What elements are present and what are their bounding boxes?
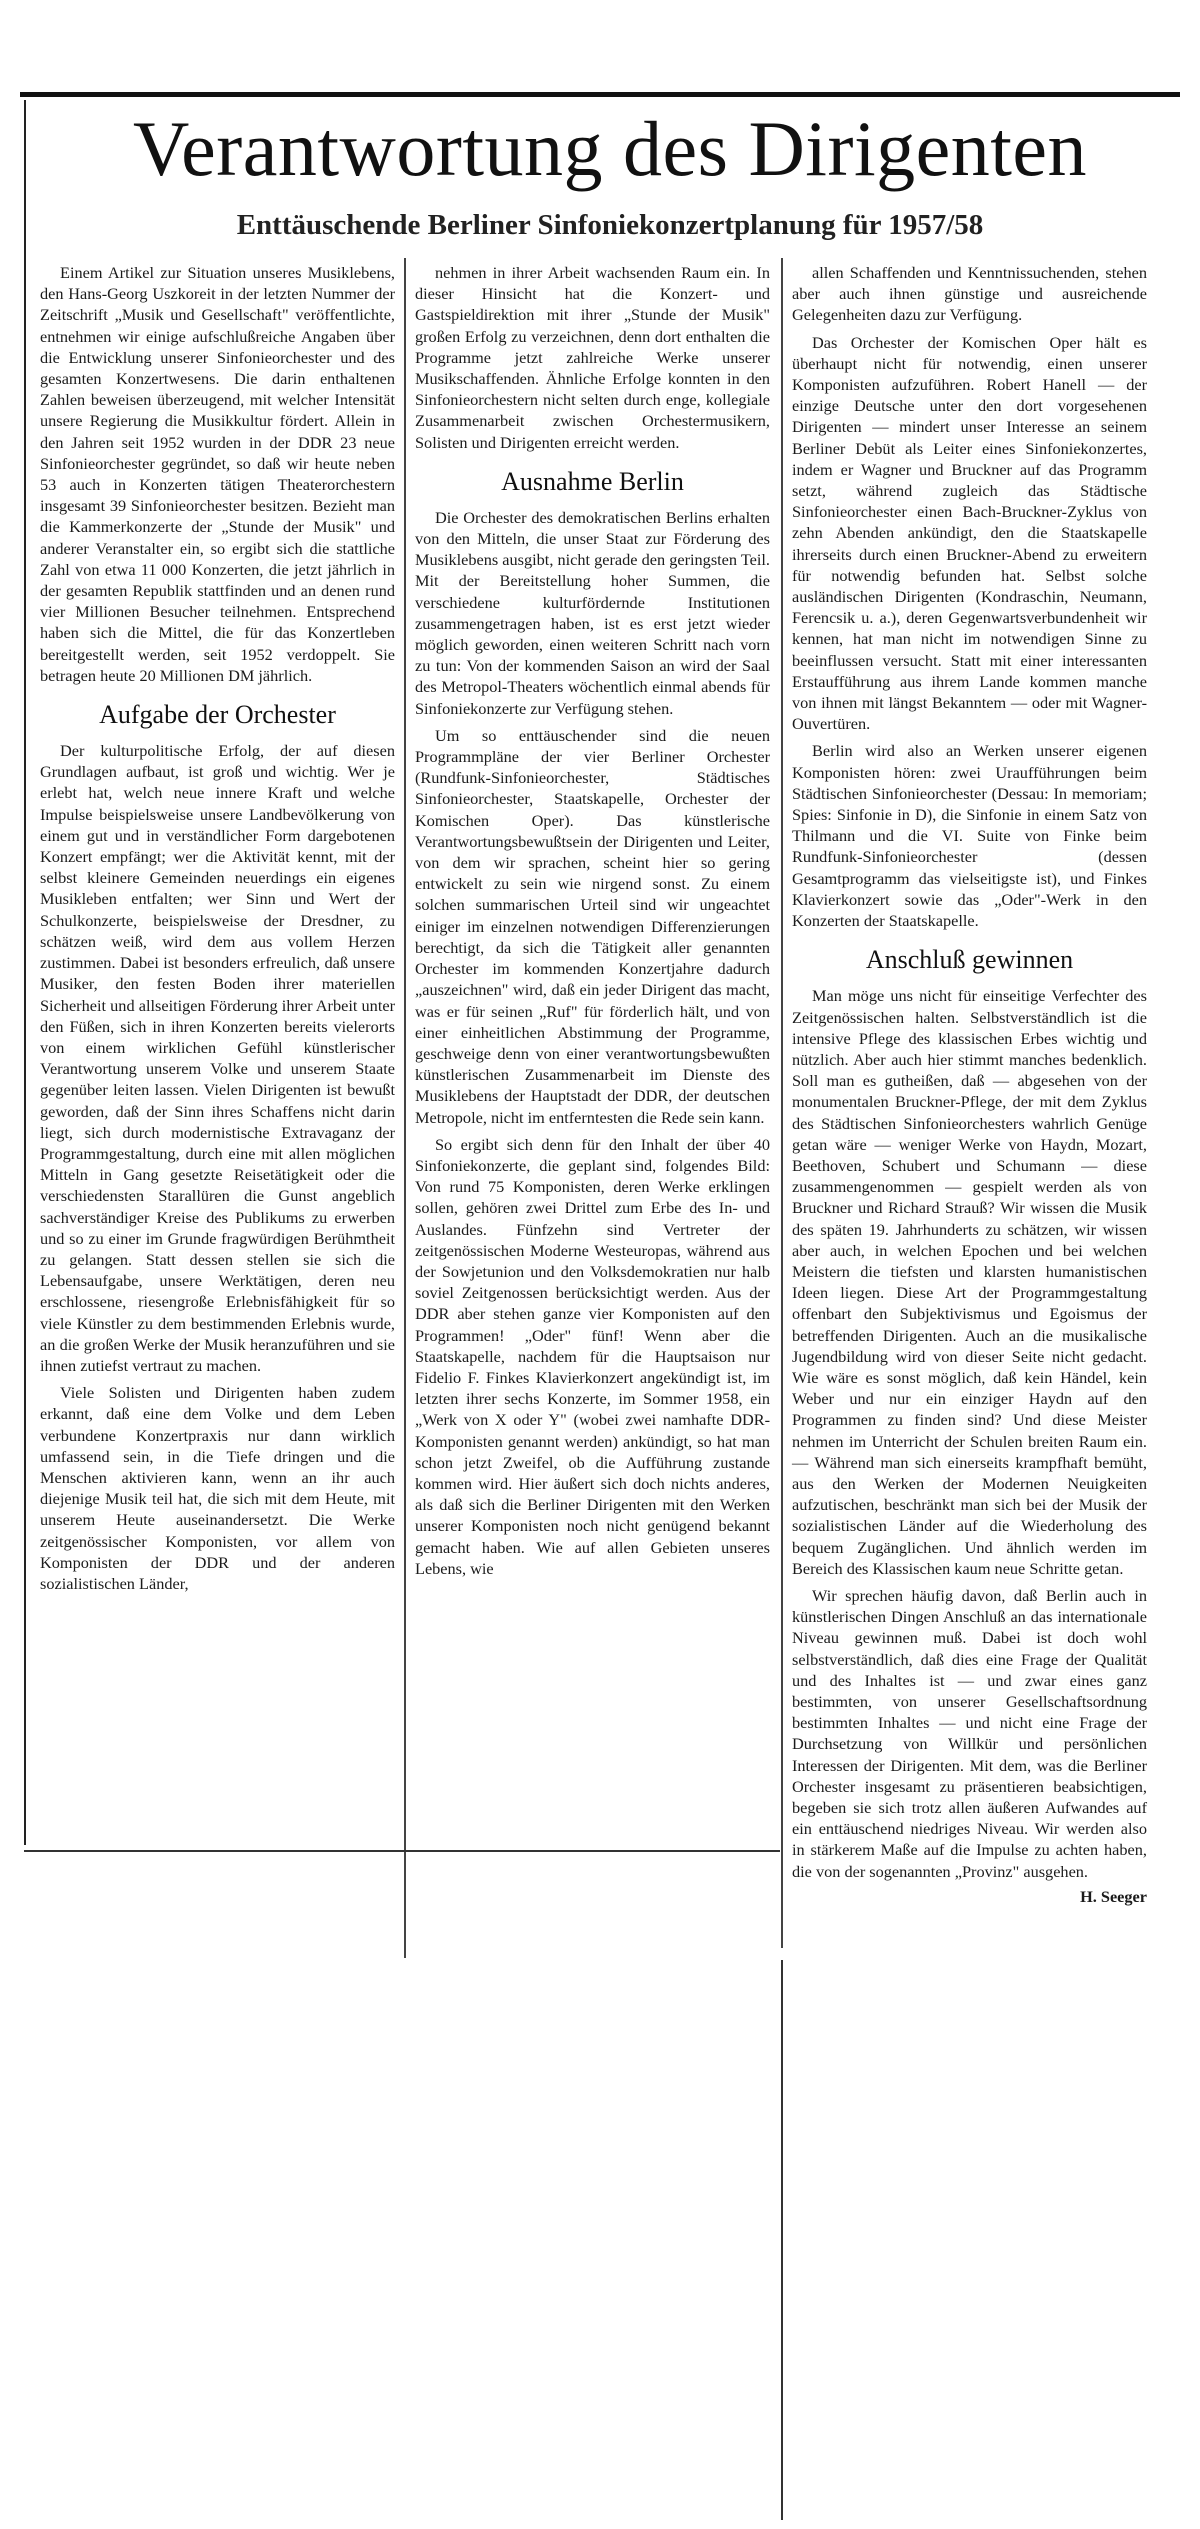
top-rule: [20, 92, 1180, 97]
section-heading: Anschluß gewinnen: [865, 945, 1074, 975]
headline: Verantwortung des Dirigenten: [132, 105, 1088, 192]
paragraph: So ergibt sich denn für den Inhalt der über 40 Sinfoniekonzerte, die geplant sind, folgendes Bild: Von rund 75 Komponisten, deren Werke erklingen sollen, gehören zwei Drittel zum Erbe des In- und Auslandes. Fünfzehn sind Vertreter der zeitgenössischen Moderne Westeuropas, während aus der Sowjetunion und den Volksdemokratien nur halb soviel Zeitgenossen berücksichtigt werden. Aus der DDR aber stehen ganze vier Komponisten auf den Programmen! „Oder" fünf! Wenn aber die Staatskapelle, nachdem für die Hauptsaison nur Fidelio F. Finkes Klavierkonzert angekündigt ist, im letzten ihrer sechs Konzerte, im Sommer 1958, ein „Werk von X oder Y" (wobei zwei namhafte DDR-Komponisten genannt werden) ankündigt, so hat man schon jetzt Zweifel, ob die Aufführung zustande kommen wird. Hier äußert sich doch nichts anderes, als daß sich die Berliner Dirigenten mit den Werken unserer Komponisten noch nicht genügend bekannt gemacht haben. Wie auf allen Gebieten unseres Lebens, wie: [415, 1134, 770, 1578]
paragraph: Wir sprechen häufig davon, daß Berlin auch in künstlerischen Dingen Anschluß an das internationale Niveau gewinnen muß. Dabei ist doch wohl selbstverständlich, daß dies eine Frage der Qualität und des Inhaltes ist — und zwar eines ganz bestimmten, von unserer Gesellschaftsordnung bestimmten Inhaltes — und nicht eine Frage der Durchsetzung von Willkür und persönlichen Interessen der Dirigenten. Mit dem, was die Berliner Orchester insgesamt zu präsentieren beabsichtigen, begeben sie sich trotz allen äußeren Aufwandes auf ein enttäuschend niedriges Niveau. Wir werden also in stärkerem Maße auf die Impulse zu achten haben, die von der sogenannten „Provinz" ausgehen.: [792, 1585, 1147, 1881]
paragraph: Die Orchester des demokratischen Berlins erhalten von den Mitteln, die unser Staat zur Förderung des Musiklebens ausgibt, nicht gerade den geringsten Teil. Mit der Bereitstellung hoher Summen, die verschiedene kulturfördernde Institutionen zusammengetragen haben, ist es erst jetzt wieder möglich geworden, einen weiteren Schritt nach vorn zu tun: Von der kommenden Saison an wird der Saal des Metropol-Theaters wöchentlich einmal abends für Sinfoniekonzerte zur Verfügung stehen.: [415, 507, 770, 718]
paragraph: Einem Artikel zur Situation unseres Musiklebens, den Hans-Georg Uszkoreit in der letzten Nummer der Zeitschrift „Musik und Gesellschaft" veröffentlichte, entnehmen wir einige aufschlußreiche Angaben über die Entwicklung unserer Sinfonieorchester und des gesamten Konzertwesens. Die darin enthaltenen Zahlen beweisen überzeugend, mit welcher Intensität unsere Regierung die Musikkultur fördert. Allein in den Jahren seit 1952 wurden in der DDR 23 neue Sinfonieorchester gegründet, so daß wir heute neben 53 auch in Konzerten tätigen Theaterorchestern insgesamt 39 Sinfonieorchester besitzen. Bezieht man die Kammerkonzerte der „Stunde der Musik" und anderer Veranstalter ein, so ergibt sich die stattliche Zahl von etwa 11 000 Konzerten, die jetzt jährlich in der gesamten Republik stattfinden und an denen rund vier Millionen Besucher teilnehmen. Entsprechend haben sich die Mittel, die für das Konzertleben bereitgestellt werden, seit 1952 verdoppelt. Sie betragen heute 20 Millionen DM jährlich.: [40, 263, 395, 685]
column-separator: [781, 258, 783, 1948]
paragraph: Berlin wird also an Werken unserer eigenen Komponisten hören: zwei Uraufführungen beim Städtischen Sinfonieorchester (Dessau: In memoriam; Spies: Sinfonie in D), die Sinfonie in einem Satz von Thilmann und die VI. Suite von Finke beim Rundfunk-Sinfonieorchester (dessen Gesamtprogramm das vielseitigste ist), und Finkes Klavierkonzert sowie das „Oder"-Werk in den Konzerten der Staatskapelle.: [792, 741, 1147, 931]
subheadline: Enttäuschende Berliner Sinfoniekonzertplanung für 1957/58: [236, 209, 984, 241]
author-line: [792, 1886, 1147, 1907]
left-border-rule: [24, 100, 26, 1845]
column-end-rule: [781, 1960, 783, 2520]
article-column-3: [792, 262, 1147, 1907]
paragraph: nehmen in ihrer Arbeit wachsenden Raum ein. In dieser Hinsicht hat die Konzert- und Gastspieldirektion mit ihrer „Stunde der Musik" großen Erfolg zu verzeichnen, denn dort enthalten die Programme jetzt zahlreiche Werke unserer Musikschaffenden. Ähnliche Erfolge konnten in den Sinfonieorchestern nicht selten durch enge, kollegiale Zusammenarbeit zwischen Orchestermusikern, Solisten und Dirigenten erreicht werden.: [415, 263, 770, 452]
paragraph: Das Orchester der Komischen Oper hält es überhaupt nicht für notwendig, einen unserer Komponisten aufzuführen. Robert Hanell — der einzige Deutsche unter den dort vorgesehenen Dirigenten — mindert unser Interesse an seinem Berliner Debüt als Leiter eines Sinfoniekonzertes, indem er Wagner und Bruckner auf das Programm setzt, während zugleich das Städtische Sinfonieorchester einen Bach-Bruckner-Zyklus von zehn Abenden ankündigt, den die Staatskapelle ihrerseits durch einen Bruckner-Abend zu erweitern für notwendig befunden hat. Selbst solche ausländischen Dirigenten (Kondraschin, Neumann, Ferencsik u. a.), deren Gegenwartsverbundenheit wir kennen, hat man nicht im notwendigen Sinne zu beeinflussen versucht. Statt mit einer interessanten Erstaufführung aus ihrem Lande kommen manche von ihnen mit längst Bekanntem — oder mit Wagner-Ouvertüren.: [792, 332, 1147, 734]
bottom-rule: [24, 1850, 780, 1852]
paragraph: Viele Solisten und Dirigenten haben zudem erkannt, daß eine dem Volke und dem Leben verbundene Konzertpraxis nur dann wirklich umfassend sein, in die Tiefe dringen und die Menschen aktivieren kann, wenn an ihr auch diejenige Musik teil hat, die sich mit dem Heute, mit unserem Heute auseinandersetzt. Die Werke zeitgenössischer Komponisten, vor allem von Komponisten der DDR und der anderen sozialistischen Länder,: [40, 1383, 395, 1593]
section-heading: Ausnahme Berlin: [501, 466, 684, 496]
article-column-1: [40, 262, 395, 1594]
paragraph: Man möge uns nicht für einseitige Verfechter des Zeitgenössischen halten. Selbstverständlich ist die intensive Pflege des klassischen Erbes wichtig und nützlich. Aber auch hier stimmt manches bedenklich. Soll man es gutheißen, daß — abgesehen von der monumentalen Bruckner-Pflege, der mit dem Zyklus des Städtischen Sinfonieorchesters wahrlich Genüge getan wäre — weniger Werke von Haydn, Mozart, Beethoven, Schubert und Schumann — diese zusammengenommen — gespielt werden als von Bruckner und Richard Strauß? Wir wissen die Musik des späten 19. Jahrhunderts zu schätzen, wir wissen aber auch, in welchen Epochen und bei welchen Meistern die tiefsten und klarsten humanistischen Ideen liegen. Diese Art der Programmgestaltung offenbart den Subjektivismus und Egoismus der betreffenden Dirigenten. Auch an die musikalische Jugendbildung wird von dieser Seite nicht gedacht. Wie wäre es sonst möglich, daß kein Händel, kein Weber und nur ein einziger Haydn auf den Programmen zu finden sind? Und diese Meister nehmen im Unterricht der Schulen breiten Raum ein. — Während man sich einerseits krampfhaft bemüht, aus den Werken der Modernen Neuigkeiten aufzutischen, beschränkt man sich bei der Musik der sozialistischen Länder auf die Wiederholung des bequem Zugänglichen. Und ähnlich werden im Bereich des Klassischen kaum neue Schritte getan.: [792, 986, 1147, 1578]
paragraph: Um so enttäuschender sind die neuen Programmpläne der vier Berliner Orchester (Rundfunk-Sinfonieorchester, Städtisches Sinfonieorchester, Staatskapelle, Orchester der Komischen Oper). Das künstlerische Verantwortungsbewußtsein der Dirigenten und Leiter, von dem wir sprachen, scheint hier so gering entwickelt zu sein wie nirgend sonst. Zu einem solchen summarischen Urteil sind wir ungeachtet einiger im einzelnen notwendigen Differenzierungen berechtigt, da sich die Tätigkeit aller genannten Orchester im kommenden Konzertjahre dadurch „auszeichnen" wird, daß ein jeder Dirigent das macht, was er für seinen „Ruf" für förderlich hält, und von einer einheitlichen Abstimmung der Programme, geschweige denn von einer verantwortungsbewußten künstlerischen Zusammenarbeit im Dienste des Musiklebens der Hauptstadt der DDR, der deutschen Metropole, nicht im entferntesten die Rede sein kann.: [415, 725, 770, 1127]
section-heading: Aufgabe der Orchester: [99, 700, 336, 730]
paragraph: Der kulturpolitische Erfolg, der auf diesen Grundlagen aufbaut, ist groß und wichtig. Wer je erlebt hat, welch neue innere Kraft und welche Impulse beispielsweise unsere Landbevölkerung von einem gut und in verständlicher Form dargebotenen Konzert empfängt; wer die Aktivität kennt, mit der selbst kleinere Gemeinden neuerdings ein eigenes Musikleben entfalten; wer Sinn und Wert der Schulkonzerte, beispielsweise der Dresdner, zu schätzen weiß, wird dem aus vollem Herzen zustimmen. Dabei ist besonders erfreulich, daß unsere Musiker, den festen Boden ihrer materiellen Sicherheit und allseitigen Förderung ihrer Arbeit unter den Füßen, sich in ihren Konzerten bereits vielerorts von einem wirklichen Gefühl künstlerischer Verantwortung unserem Volke und unserem Staate gegenüber leiten lassen. Vielen Dirigenten ist bewußt geworden, daß der Sinn ihres Schaffens nicht darin liegt, sich durch modernistische Extravaganz der Programmgestaltung, durch eine mit allen möglichen Mitteln in Gang gesetzte Reisetätigkeit oder die verschiedensten Starallüren die Gunst angeblich sachverständiger Kreise des Publikums zu erwerben und so zu einer im Grunde fragwürdigen Berühmtheit zu gelangen. Statt dessen stellen sie sich die Lebensaufgabe, unsere Werktätigen, deren neu erschlossene, riesengroße Erlebnisfähigkeit für so viele Künstler zu dem bestimmenden Erlebnis wurde, an die großen Werke der Musik heranzuführen und sie ihnen zutiefst vertraut zu machen.: [40, 741, 395, 1375]
column-separator: [404, 258, 406, 1958]
author-name: H. Seeger: [1080, 1886, 1147, 1906]
article-column-2: [415, 262, 770, 1579]
paragraph: allen Schaffenden und Kenntnissuchenden, stehen aber auch ihnen günstige und ausreichende Gelegenheiten dazu zur Verfügung.: [792, 263, 1147, 325]
